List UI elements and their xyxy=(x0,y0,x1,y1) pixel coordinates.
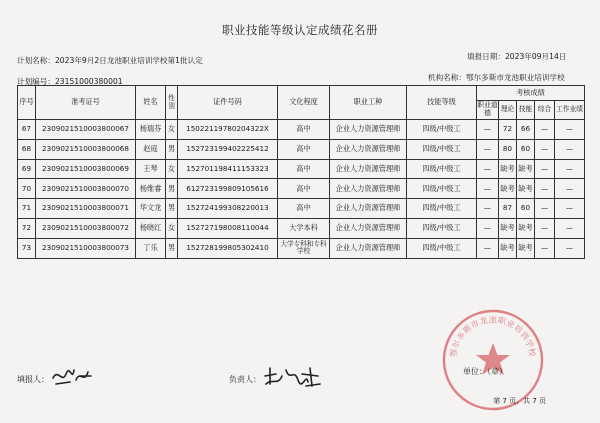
responsible-label: 负责人： xyxy=(229,375,261,384)
cell-name: 赵庭 xyxy=(136,139,166,159)
header-id-no: 证件号码 xyxy=(178,86,278,120)
header-job: 职业工种 xyxy=(330,86,407,120)
cell-job: 企业人力资源管理师 xyxy=(330,120,407,140)
org-name xyxy=(428,72,565,83)
cell-ethics: — xyxy=(477,238,499,258)
header-cert-no: 准考证号 xyxy=(36,86,136,120)
cell-ethics: — xyxy=(477,139,499,159)
cell-seq: 72 xyxy=(18,218,36,238)
table-row xyxy=(18,120,585,140)
header-seq: 序号 xyxy=(18,86,36,120)
table-row xyxy=(18,218,585,238)
cell-cert-no: 2309021510003800072 xyxy=(36,218,136,238)
table-row xyxy=(18,179,585,199)
cell-overall: — xyxy=(535,218,555,238)
cell-job: 企业人力资源管理师 xyxy=(330,199,407,219)
cell-work: — xyxy=(555,159,585,179)
header-level: 技能等级 xyxy=(407,86,477,120)
cell-ethics: — xyxy=(477,120,499,140)
header-theory: 理论 xyxy=(499,101,517,120)
cell-theory: 80 xyxy=(499,139,517,159)
header-education: 文化程度 xyxy=(278,86,330,120)
cell-skill: 66 xyxy=(517,120,535,140)
cell-seq: 70 xyxy=(18,179,36,199)
cell-theory: 缺考 xyxy=(499,159,517,179)
cell-skill: 60 xyxy=(517,199,535,219)
header-work: 工作业绩 xyxy=(555,101,585,120)
plan-name-value: 2023年9月2日龙池职业培训学校第1批认定 xyxy=(54,56,203,65)
header-ethics: 职业道德 xyxy=(477,101,499,120)
cell-job: 企业人力资源管理师 xyxy=(330,238,407,258)
cell-theory: 87 xyxy=(499,199,517,219)
cell-ethics: — xyxy=(477,179,499,199)
plan-name xyxy=(17,55,203,66)
cell-level: 四级/中级工 xyxy=(407,159,477,179)
cell-cert-no: 2309021510003800067 xyxy=(36,120,136,140)
cell-ethics: — xyxy=(477,218,499,238)
fill-date-value: 2023年09月14日 xyxy=(504,52,567,61)
cell-seq: 69 xyxy=(18,159,36,179)
cell-overall: — xyxy=(535,159,555,179)
cell-work: — xyxy=(555,199,585,219)
cell-cert-no: 2309021510003800073 xyxy=(36,238,136,258)
cell-gender: 女 xyxy=(166,159,178,179)
cell-seq: 73 xyxy=(18,238,36,258)
plan-number-label: 计划编号： xyxy=(17,77,55,86)
document-title: 职业技能等级认定成绩花名册 xyxy=(222,23,378,37)
responsible-signature xyxy=(262,364,322,390)
cell-gender: 男 xyxy=(166,199,178,219)
score-table xyxy=(17,85,585,259)
page-number: 第 7 页，共 7 页 xyxy=(493,397,546,405)
cell-id-no: 152724199308220013 xyxy=(178,199,278,219)
cell-id-no: 152701198411153323 xyxy=(178,159,278,179)
table-row xyxy=(18,199,585,219)
cell-overall: — xyxy=(535,238,555,258)
cell-gender: 男 xyxy=(166,179,178,199)
cell-job: 企业人力资源管理师 xyxy=(330,139,407,159)
org-name-label: 机构名称： xyxy=(428,73,466,82)
header-overall: 综合 xyxy=(535,101,555,120)
cell-overall: — xyxy=(535,179,555,199)
cell-seq: 71 xyxy=(18,199,36,219)
cell-gender: 女 xyxy=(166,120,178,140)
cell-job: 企业人力资源管理师 xyxy=(330,218,407,238)
cell-level: 四级/中级工 xyxy=(407,218,477,238)
cell-education: 高中 xyxy=(278,120,330,140)
cell-id-no: 152728199805302410 xyxy=(178,238,278,258)
cell-work: — xyxy=(555,238,585,258)
cell-ethics: — xyxy=(477,159,499,179)
cell-skill: 缺考 xyxy=(517,159,535,179)
cell-id-no: 152727198008110044 xyxy=(178,218,278,238)
filler-signature xyxy=(50,362,94,390)
cell-gender: 男 xyxy=(166,139,178,159)
cell-education: 高中 xyxy=(278,199,330,219)
cell-theory: 72 xyxy=(499,120,517,140)
cell-level: 四级/中级工 xyxy=(407,139,477,159)
svg-text:鄂尔多斯市龙池职业培训学校: 鄂尔多斯市龙池职业培训学校 xyxy=(448,315,538,358)
cell-skill: 缺考 xyxy=(517,218,535,238)
cell-cert-no: 2309021510003800071 xyxy=(36,199,136,219)
plan-number-value: 23151000380001 xyxy=(54,77,123,86)
cell-name: 杨晓红 xyxy=(136,218,166,238)
filler-label: 填报人： xyxy=(17,375,49,384)
cell-id-no: 15022119780204322X xyxy=(178,120,278,140)
cell-work: — xyxy=(555,120,585,140)
cell-name: 华文龙 xyxy=(136,199,166,219)
plan-name-label: 计划名称： xyxy=(17,56,55,65)
cell-education: 高中 xyxy=(278,139,330,159)
cell-overall: — xyxy=(535,120,555,140)
cell-name: 杨维睿 xyxy=(136,179,166,199)
cell-level: 四级/中级工 xyxy=(407,199,477,219)
cell-work: — xyxy=(555,179,585,199)
cell-work: — xyxy=(555,218,585,238)
cell-job: 企业人力资源管理师 xyxy=(330,159,407,179)
cell-ethics: — xyxy=(477,199,499,219)
cell-job: 企业人力资源管理师 xyxy=(330,179,407,199)
org-name-value: 鄂尔多斯市龙池职业培训学校 xyxy=(465,73,565,82)
cell-cert-no: 2309021510003800068 xyxy=(36,139,136,159)
cell-overall: — xyxy=(535,139,555,159)
cell-work: — xyxy=(555,139,585,159)
cell-theory: 缺考 xyxy=(499,179,517,199)
cell-cert-no: 2309021510003800070 xyxy=(36,179,136,199)
unit-label-text: 单位： xyxy=(463,367,487,376)
cell-education: 高中 xyxy=(278,159,330,179)
cell-education: 大学专科和专科学校 xyxy=(278,238,330,258)
header-gender: 性别 xyxy=(166,86,178,120)
cell-skill: 缺考 xyxy=(517,238,535,258)
cell-skill: 缺考 xyxy=(517,179,535,199)
unit-seal-text: （章） xyxy=(487,367,507,376)
table-row xyxy=(18,238,585,258)
unit-label xyxy=(463,366,507,377)
fill-date-label: 填报日期： xyxy=(467,52,505,61)
cell-skill: 60 xyxy=(517,139,535,159)
fill-date xyxy=(467,51,566,62)
cell-seq: 68 xyxy=(18,139,36,159)
cell-name: 杨瑞芬 xyxy=(136,120,166,140)
cell-seq: 67 xyxy=(18,120,36,140)
cell-name: 丁乐 xyxy=(136,238,166,258)
table-row xyxy=(18,159,585,179)
cell-cert-no: 2309021510003800069 xyxy=(36,159,136,179)
table-row xyxy=(18,139,585,159)
cell-theory: 缺考 xyxy=(499,238,517,258)
header-skill: 技能 xyxy=(517,101,535,120)
cell-level: 四级/中级工 xyxy=(407,120,477,140)
cell-education: 大学本科 xyxy=(278,218,330,238)
cell-level: 四级/中级工 xyxy=(407,238,477,258)
cell-overall: — xyxy=(535,199,555,219)
cell-gender: 男 xyxy=(166,238,178,258)
cell-id-no: 152723199402225412 xyxy=(178,139,278,159)
cell-gender: 女 xyxy=(166,218,178,238)
header-scores: 考核成绩 xyxy=(477,86,585,101)
cell-education: 高中 xyxy=(278,179,330,199)
header-name: 姓名 xyxy=(136,86,166,120)
cell-name: 王琴 xyxy=(136,159,166,179)
cell-theory: 缺考 xyxy=(499,218,517,238)
cell-id-no: 612723199809105616 xyxy=(178,179,278,199)
cell-level: 四级/中级工 xyxy=(407,179,477,199)
